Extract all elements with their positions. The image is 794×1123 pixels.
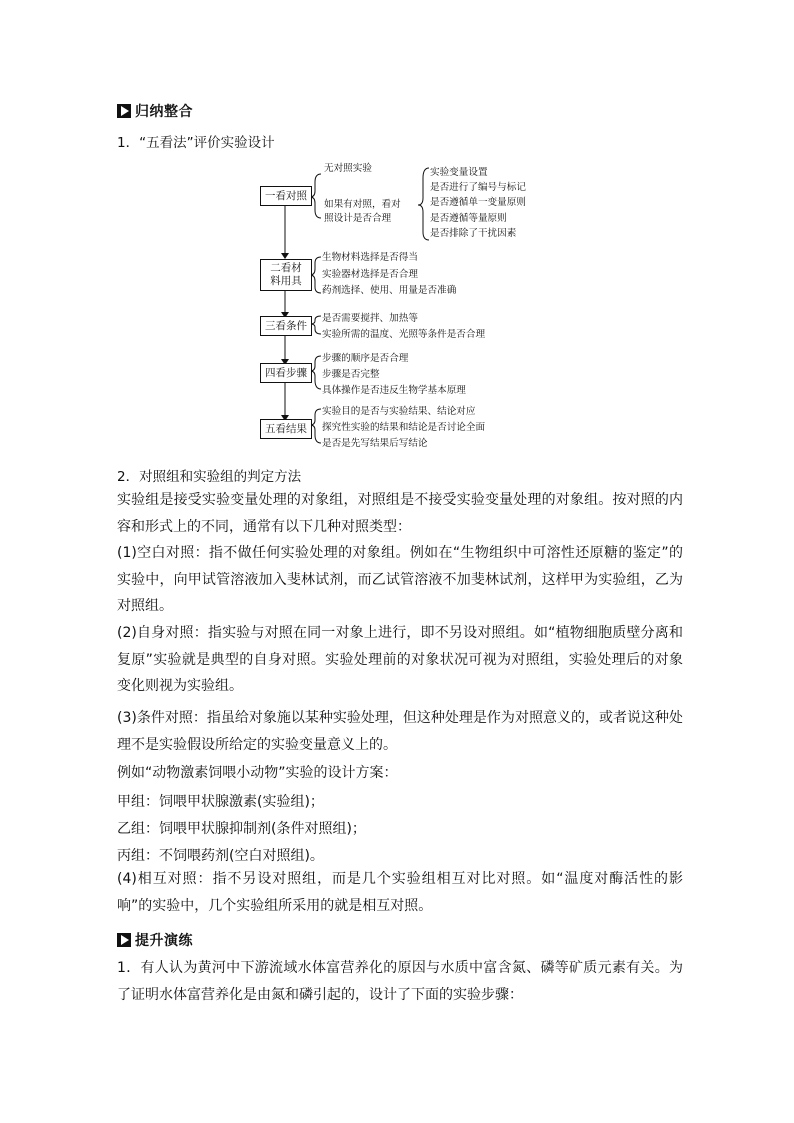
box-look-conditions: 三看条件 [260,316,312,336]
para-self-control: (2)自身对照：指实验与对照在同一对象上进行，即不另设对照组。如“植物细胞质壁分离和复原”实验就是典型的自身对照。实验处理前的对象状况可视为对照组，实验处理后的对象变化则视为实验组。 [117,625,683,694]
results-item: 是否是先写结果后写结论 [322,438,428,449]
box-look-materials [260,259,312,291]
results-item: 探究性实验的结果和结论是否讨论全面 [322,422,486,433]
sub-item: 是否进行了编号与标记 [430,182,526,193]
para-intro: 实验组是接受实验变量处理的对象组，对照组是不接受实验变量处理的对象组。按对照的内容和形式上的不同，通常有以下几种对照类型： [117,492,683,535]
steps-item: 具体操作是否违反生物学基本原理 [322,385,466,396]
conditions-item: 实验所需的温度、光照等条件是否合理 [322,329,486,340]
line-group-b: 乙组：饲喂甲状腺抑制剂(条件对照组)； [117,821,366,837]
box-look-control: 一看对照 [260,186,312,206]
sub-item: 是否排除了干扰因素 [430,228,517,239]
para-condition-control: (3)条件对照：指虽给对象施以某种实验处理，但这种处理是作为对照意义的，或者说这种处理不是实验假设所给定的实验变量意义上的。 [117,710,683,753]
sub-item: 是否遵循等量原则 [430,213,507,224]
five-looks-diagram [255,158,555,458]
question-1: 1．有人认为黄河中下游流域水体富营养化的原因与水质中富含氮、磷等矿质元素有关。为了证明水体富营养化是由氮和磷引起的，设计了下面的实验步骤： [117,960,683,1003]
conditions-item: 是否需要搅拌、加热等 [322,313,418,324]
box-look-materials-line1: 二看材 [270,262,302,274]
section-practice-title: 提升演练 [135,933,193,949]
heading-control-judgement: 2．对照组和实验组的判定方法 [117,469,302,485]
steps-item: 步骤的顺序是否合理 [322,353,409,364]
text-no-control: 无对照实验 [324,163,372,174]
materials-item: 药剂选择、使用、用量是否准确 [322,285,457,296]
para-mutual-control: (4)相互对照：指不另设对照组，而是几个实验组相互对比对照。如“温度对酶活性的影响”的实验中，几个实验组所采用的就是相互对照。 [117,871,683,914]
heading-five-looks: 1．“五看法”评价实验设计 [117,135,275,151]
materials-item: 生物材料选择是否得当 [322,252,418,263]
sub-item: 实验变量设置 [430,167,488,178]
section-summary-header [117,101,193,121]
text-if-control-2: 照设计是否合理 [324,213,392,224]
play-triangle-icon [117,933,131,947]
line-example: 例如“动物激素饲喂小动物”实验的设计方案： [117,765,398,781]
box-look-results: 五看结果 [260,419,312,439]
box-look-materials-line2: 料用具 [270,275,302,287]
play-triangle-icon [117,104,131,118]
section-practice-header [117,930,193,950]
box-look-steps: 四看步骤 [260,363,312,383]
line-group-c: 丙组：不饲喂药剂(空白对照组)。 [117,848,324,864]
sub-item: 是否遵循单一变量原则 [430,197,526,208]
steps-item: 步骤是否完整 [322,369,380,380]
section-summary-title: 归纳整合 [135,104,193,120]
results-item: 实验目的是否与实验结果、结论对应 [322,406,476,417]
line-group-a: 甲组：饲喂甲状腺激素(实验组)； [117,794,324,810]
materials-item: 实验器材选择是否合理 [322,269,418,280]
text-if-control-1: 如果有对照，看对 [324,199,401,210]
para-blank-control: (1)空白对照：指不做任何实验处理的对象组。例如在“生物组织中可溶性还原糖的鉴定”的实验中，向甲试管溶液加入斐林试剂，而乙试管溶液不加斐林试剂，这样甲为实验组，乙为对照组。 [117,545,683,614]
